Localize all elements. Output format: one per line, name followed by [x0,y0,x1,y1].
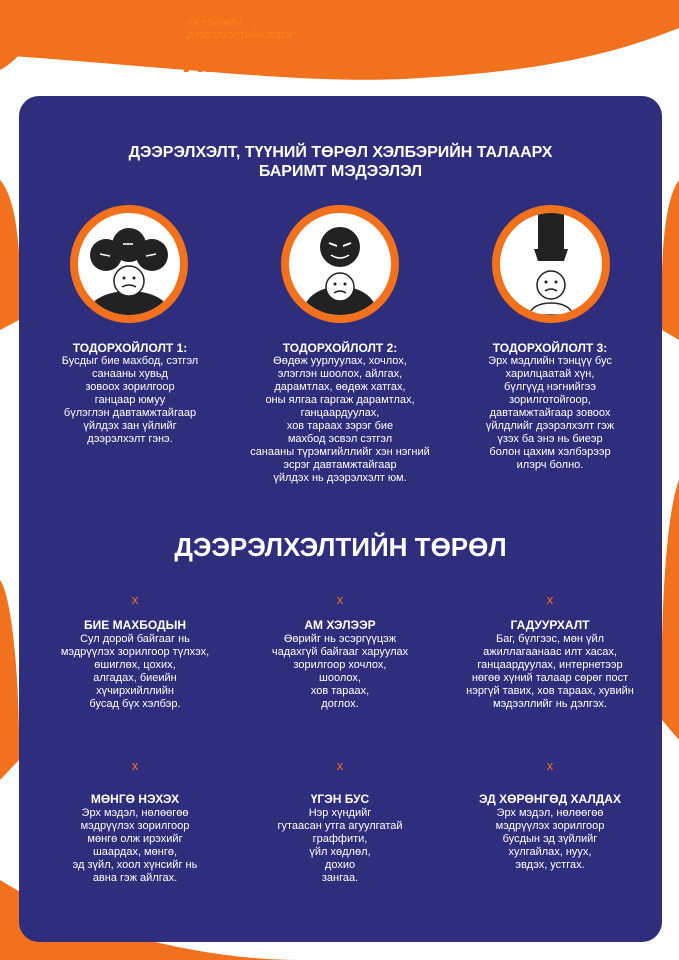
text-line: дарамтлах, өөдөж хатгах, [274,381,406,393]
cross-icon: x [336,592,344,607]
type-exclusion-text [443,633,657,711]
text-line: мэдрүүлэх зорилгоор [495,820,605,832]
header-subtitle-line1: Үе тэнгийн [187,17,242,29]
text-line: шоолох, [319,672,361,684]
cross-icon: x [546,758,554,773]
type-verbal-text [240,633,440,711]
text-line: нөгөө хүний талаар сөрөг пост [471,672,629,684]
text-line: чадахгүй байгааг харуулах [271,646,409,658]
text-line: зорилготойгоор, [509,394,591,406]
text-line: үзэх ба энэ нь биеэр [497,433,603,445]
text-line: санааны хувьд [92,368,168,380]
text-line: мэдрүүлэх зорилгоор түлхэх, [60,646,210,658]
type-nonverbal-title: ҮГЭН БУС [310,792,370,806]
text-line: эвдэх, устгах. [515,859,585,871]
definition-3-title: ТОДОРХОЙЛОЛТ 3: [492,341,608,355]
text-line: Нэр хүндийг [308,807,372,819]
definition-1-text [40,355,220,446]
cross-icon: x [131,758,139,773]
text-line: болон цахим хэлбэрээр [489,446,611,458]
text-line: элэглэн шоолох, айлгах, [277,368,403,380]
text-line: бусад бүх хэлбэр. [89,698,181,710]
text-line: Эрх мэдэл, нөлөөгөө [81,807,189,819]
text-line: зангаа. [321,872,359,884]
text-line: шаардах, мөнгө, [92,846,177,858]
power-imbalance-icon [500,213,602,315]
text-line: ганцаардуулах, [300,407,380,419]
text-line: Эрх мэдэл, нөлөөгөө [496,807,604,819]
text-line: дохио [324,859,356,871]
definition-2-text [230,355,450,485]
text-line: эд зүйл, хоол хүнсийг нь [72,859,198,871]
type-physical-text [35,633,235,711]
intro-title-line2: БАРИМТ МЭДЭЭЛЭЛ [258,163,423,180]
text-line: үйлдэх зан үйлийг [83,420,177,432]
text-line: дээрэлхэлт гэнэ. [87,433,173,445]
text-line: доглох. [321,698,359,710]
cross-icon: x [546,592,554,607]
text-line: Бусдыг бие махбод, сэтгэл [61,355,199,367]
cross-icon: x [131,592,139,607]
text-line: Өөдөж уурлуулах, хочлох, [273,355,407,367]
definition-1-title: ТОДОРХОЙЛОЛТ 1: [72,341,188,355]
intro-title-line1: ДЭЭРЭЛХЭЛТ, ТҮҮНИЙ ТӨРӨЛ ХЭЛБЭРИЙН ТАЛААРХ [128,144,553,161]
header-subtitle-line2: дээрэлхэлтийн эсрэг [187,29,294,41]
header-subtitle [187,17,293,41]
text-line: хүчирхийллийн [96,685,174,697]
group-bully-icon [78,213,180,315]
text-line: мөнгө олж ирэхийг [87,833,183,845]
text-line: Өөрийг нь эсэргүүцэж [283,633,397,645]
text-line: эсрэг давтамжтайгаар [283,459,397,471]
type-verbal-title: АМ ХЭЛЭЭР [304,618,376,632]
text-line: мэдрүүлэх зорилгоор [80,820,190,832]
text-line: ажиллагаанаас илт хасах, [483,646,617,658]
text-line: нэргүй тавих, хов тараах, хувийн [466,685,634,697]
text-line: зорилгоор хочлох, [293,659,387,671]
type-physical-title: БИЕ МАХБОДЫН [83,618,187,632]
type-property-text [450,807,650,872]
text-line: үйлдэх нь дээрэлхэлт юм. [273,472,407,484]
illustration-single-bully [281,205,399,323]
header [0,0,679,100]
text-line: давтамжтайгаар зовоох [489,407,611,419]
text-line: бусдын эд зүйлийг [502,833,598,845]
text-line: махбод эсвэл сэтгэл [287,433,393,445]
definition-2-title: ТОДОРХОЙЛОЛТ 2: [282,341,398,355]
text-line: үйл хөдлөл, [309,846,371,858]
text-line: хов тараах зэрэг бие [286,420,394,432]
illustration-power-imbalance [492,205,610,323]
text-line: санааны түрэмгийллийг хэн нэгний [250,446,430,458]
text-line: Эрх мэдлийн тэнцүү бус [488,355,612,367]
text-line: ганцаар юмуу [94,394,166,406]
illustration-group-bullying [70,205,188,323]
text-line: гутаасан утга агуулгатай [277,820,403,832]
single-bully-icon [289,213,391,315]
type-extortion-text [35,807,235,885]
text-line: илэрч болно. [516,459,584,471]
type-nonverbal-text [240,807,440,885]
text-line: өшиглөх, цохих, [94,659,176,671]
intro-title [19,143,662,181]
text-line: үйлдлийг дээрэлхэлт гэж [485,420,615,432]
text-line: бүлэглэн давтамжтайгаар [63,407,197,419]
type-exclusion-title: ГАДУУРХАЛТ [510,618,590,632]
cross-icon: x [336,758,344,773]
type-property-title: ЭД ХӨРӨНГӨД ХАЛДАХ [479,792,621,806]
brand-title: HACKATHON 2018 [182,44,472,79]
text-line: Сул дорой байгааг нь [80,633,190,645]
types-section-title: ДЭЭРЭЛХЭЛТИЙН ТӨРӨЛ [174,532,507,562]
definition-3-text [460,355,640,472]
text-line: Баг, бүлгээс, мөн үйл [495,633,605,645]
text-line: алгадах, биеийн [93,672,177,684]
text-line: бүлгүүд нэгнийгээ [503,381,596,393]
text-line: хулгайлах, нуух, [508,846,592,858]
text-line: мэдээллийг нь дэлгэх. [493,698,607,710]
text-line: харилцаатай хүн, [505,368,595,380]
type-extortion-title: МӨНГӨ НЭХЭХ [90,792,180,806]
text-line: авна гэж айлгах. [92,872,178,884]
text-line: хов тараах, [310,685,370,697]
text-line: оны ялгаа гаргаж дарамтлах, [265,394,415,406]
text-line: зовоох зорилгоор [85,381,175,393]
text-line: граффити, [312,833,368,845]
text-line: ганцаардуулах, интернетээр [477,659,623,671]
